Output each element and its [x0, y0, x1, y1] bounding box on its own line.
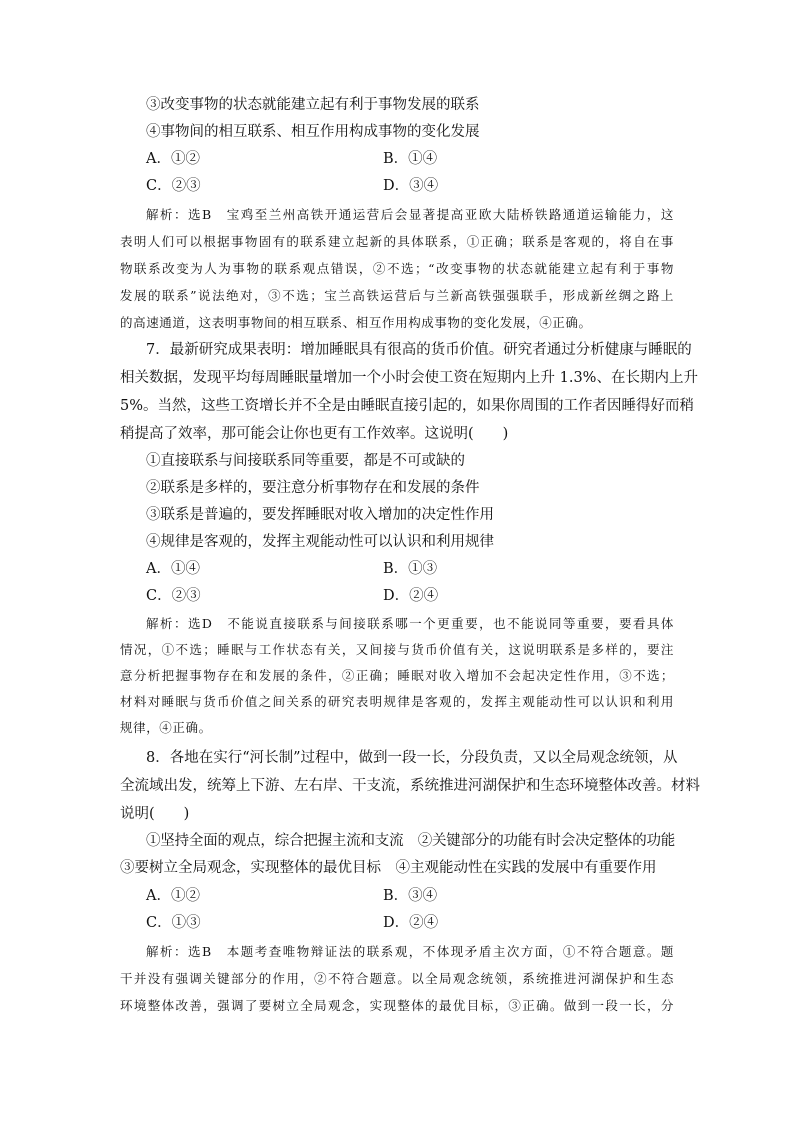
q6-explanation-line: 发展的联系”说法绝对，③不选；宝兰高铁运营后与兰新高铁强强联手，形成新丝绸之路上 — [120, 288, 674, 303]
q7-option-c: C．②③ — [146, 588, 201, 604]
q8-stem-line: 全流域出发，统筹上下游、左右岸、干支流，系统推进河湖保护和生态环境整体改善。材料 — [120, 778, 700, 794]
q6-option-c: C．②③ — [146, 178, 201, 194]
q7-explanation-line: 解析：选D 不能说直接联系与间接联系哪一个更重要，也不能说同等重要，要看具体 — [146, 616, 674, 631]
q6-explanation-line: 的高速通道，这表明事物间的相互联系、相互作用构成事物的变化发展，④正确。 — [120, 315, 592, 330]
q6-option-b: B．①④ — [383, 151, 438, 167]
q7-statement-4: ④规律是客观的，发挥主观能动性可以认识和利用规律 — [146, 534, 494, 550]
q6-statement-4: ④事物间的相互联系、相互作用构成事物的变化发展 — [146, 124, 480, 140]
q6-explanation-line: 解析：选B 宝鸡至兰州高铁开通运营后会显著提高亚欧大陆桥铁路通道运输能力，这 — [146, 207, 674, 222]
q7-explanation-line: 材料对睡眠与货币价值之间关系的研究表明规律是客观的，发挥主观能动性可以认识和利用 — [120, 694, 674, 709]
q8-statements-row-2: ③要树立全局观念，实现整体的最优目标 ④主观能动性在实践的发展中有重要作用 — [120, 860, 657, 876]
q8-option-b: B．③④ — [383, 888, 438, 904]
q7-stem-line: 相关数据，发现平均每周睡眠量增加一个小时会使工资在短期内上升 1.3%、在长期内上升 — [120, 370, 698, 386]
q8-explanation-line: 环境整体改善，强调了要树立全局观念，实现整体的最优目标，③正确。做到一段一长，分 — [120, 998, 674, 1013]
q8-stem-line: 说明( ) — [120, 806, 190, 822]
q7-statement-3: ③联系是普遍的，要发挥睡眠对收入增加的决定性作用 — [146, 507, 494, 523]
q7-explanation-line: 情况，①不选；睡眠与工作状态有关，又间接与货币价值有关，这说明联系是多样的，要注 — [120, 642, 674, 657]
q7-explanation-line: 规律，④正确。 — [120, 720, 212, 735]
q8-option-a: A．①② — [146, 888, 200, 904]
q7-statement-1: ①直接联系与间接联系同等重要，都是不可或缺的 — [146, 453, 465, 469]
q7-stem-line: 7．最新研究成果表明：增加睡眠具有很高的货币价值。研究者通过分析健康与睡眠的 — [146, 342, 692, 358]
q7-option-a: A．①④ — [146, 561, 200, 577]
q8-stem-line: 8．各地在实行“河长制”过程中，做到一段一长，分段负责，又以全局观念统领，从 — [146, 750, 678, 766]
q7-explanation-line: 意分析把握事物存在和发展的条件，②正确；睡眠对收入增加不会起决定性作用，③不选； — [120, 668, 674, 683]
q8-option-c: C．①③ — [146, 915, 201, 931]
q7-statement-2: ②联系是多样的，要注意分析事物存在和发展的条件 — [146, 480, 480, 496]
q7-stem-line: 5%。当然，这些工资增长并不全是由睡眠直接引起的，如果你周围的工作者因睡得好而稍 — [120, 398, 694, 414]
q6-explanation-line: 物联系改变为人为事物的联系观点错误，②不选；“改变事物的状态就能建立起有利于事物 — [120, 261, 674, 276]
q8-explanation-line: 解析：选B 本题考查唯物辩证法的联系观，不体现矛盾主次方面，①不符合题意。题 — [146, 944, 674, 959]
q8-statements-row-1: ①坚持全面的观点，综合把握主流和支流 ②关键部分的功能有时会决定整体的功能 — [146, 833, 676, 849]
q8-explanation-line: 干并没有强调关键部分的作用，②不符合题意。以全局观念统领，系统推进河湖保护和生态 — [120, 971, 674, 986]
q6-statement-3: ③改变事物的状态就能建立起有利于事物发展的联系 — [146, 97, 480, 113]
q6-option-a: A．①② — [146, 151, 200, 167]
q8-option-d: D．②④ — [383, 915, 439, 931]
q7-option-d: D．②④ — [383, 588, 439, 604]
q7-option-b: B．①③ — [383, 561, 438, 577]
q7-stem-line: 稍提高了效率，那可能会让你也更有工作效率。这说明( ) — [120, 426, 509, 442]
q6-option-d: D．③④ — [383, 178, 439, 194]
q6-explanation-line: 表明人们可以根据事物固有的联系建立起新的具体联系，①正确；联系是客观的，将自在事 — [120, 234, 674, 249]
